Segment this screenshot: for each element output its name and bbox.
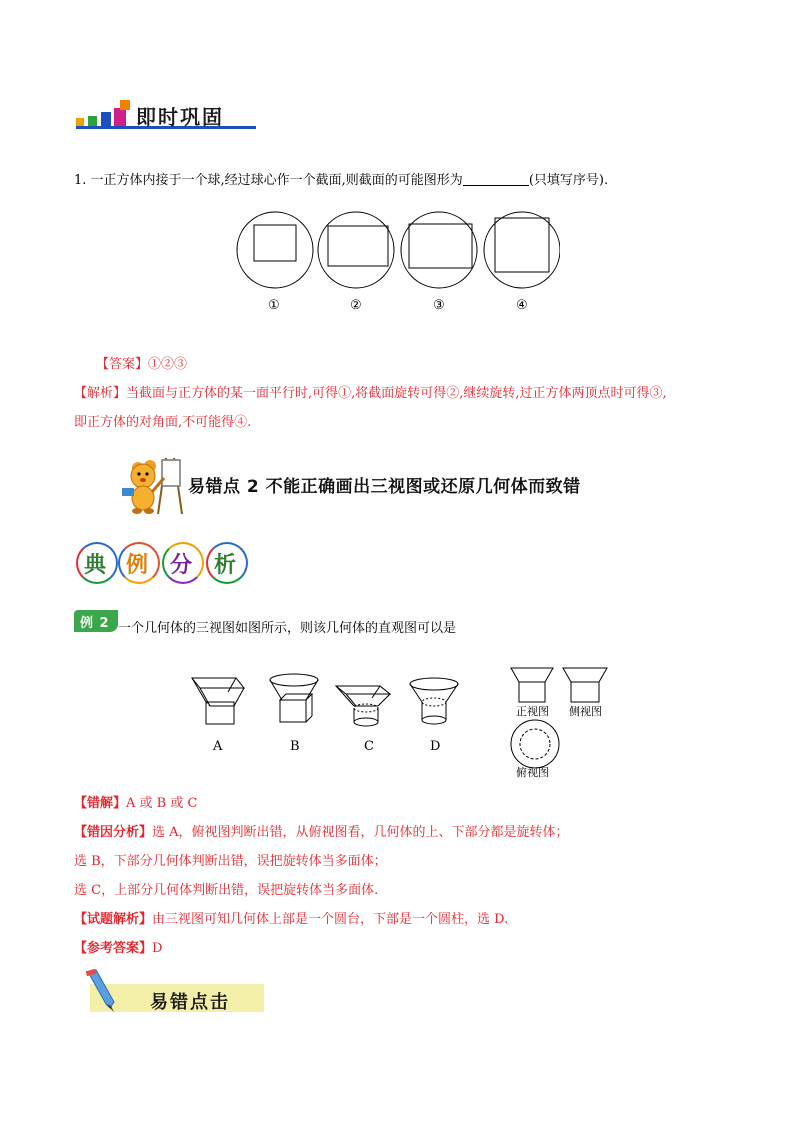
answer-value: ①②③ [148, 357, 188, 372]
solid-options-figure [186, 670, 476, 730]
wrong-label: 【错解】 [74, 796, 127, 811]
option-label-c: C [364, 739, 374, 754]
cause-line-3: 选 C，上部分几何体判断出错，误把旋转体当多面体. [74, 883, 379, 898]
example-badge [74, 610, 118, 632]
option-a-solid [192, 678, 244, 724]
q1-answer [96, 356, 187, 374]
top-view-label: 俯视图 [516, 766, 549, 779]
reference-answer [74, 940, 162, 958]
front-view [511, 668, 553, 702]
rect-3 [409, 224, 472, 268]
circle-2 [318, 212, 394, 288]
banner-example-analysis [74, 540, 249, 590]
banner-instant-review [72, 98, 257, 132]
cause-label: 【错因分析】 [74, 825, 153, 840]
analysis-value: 由三视图可知几何体上部是一个圆台，下部是一个圆柱，选 D. [152, 912, 509, 927]
option-d-solid [410, 678, 458, 724]
square-1 [254, 225, 296, 261]
question-text: 一正方体内接于一个球,经过球心作一个截面,则截面的可能图形为 [90, 173, 463, 188]
side-view-label: 侧视图 [569, 705, 602, 718]
figure-label-2: ② [350, 298, 362, 313]
bear-painter-icon [118, 448, 188, 518]
figure-label-1: ① [268, 298, 280, 313]
problem-analysis [74, 911, 508, 929]
ref-value: D [152, 941, 163, 956]
banner-3-title: 易错点击 [150, 992, 230, 1013]
q1-explanation-line-2: 即正方体的对角面,不可能得④. [74, 415, 252, 430]
top-view [511, 720, 559, 768]
question-text-tail: (只填写序号). [528, 173, 609, 188]
banner-title: 即时巩固 [136, 105, 224, 129]
cause-analysis [74, 824, 569, 842]
circle-1 [237, 212, 313, 288]
explain-label: 【解析】 [74, 386, 127, 401]
option-label-a: A [213, 739, 223, 754]
explain-line-1: 当截面与正方体的某一面平行时,可得①,将截面旋转可得②,继续旋转,过正方体两顶点时可得③, [126, 386, 667, 401]
option-b-solid [270, 674, 318, 722]
banner-error-points [80, 968, 264, 1014]
circle-3 [401, 212, 477, 288]
pencil-icon [80, 968, 122, 1014]
q1-explanation [74, 385, 667, 403]
side-view [563, 668, 607, 702]
figure-label-4: ④ [516, 298, 528, 313]
option-c-solid [336, 686, 390, 726]
banner-char-2: 例 [126, 553, 149, 578]
banner-char-3: 分 [170, 553, 193, 578]
answer-label: 【答案】 [96, 357, 149, 372]
analysis-label: 【试题解析】 [74, 912, 153, 927]
banner-char-4: 析 [214, 553, 237, 578]
wrong-answer [74, 795, 197, 813]
option-label-d: D [430, 739, 441, 754]
example-question: 一个几何体的三视图如图所示，则该几何体的直观图可以是 [118, 621, 457, 636]
section-2-title: 易错点 2 不能正确画出三视图或还原几何体而致错 [188, 477, 581, 497]
square-4 [495, 218, 549, 272]
rect-2 [328, 226, 388, 266]
cause-line-1: 选 A，俯视图判断出错，从俯视图看，几何体的上、下部分都是旋转体； [152, 825, 569, 840]
question-1 [74, 171, 608, 190]
example-badge-text: 例 2 [80, 616, 110, 631]
front-view-label: 正视图 [516, 705, 549, 718]
option-label-b: B [290, 739, 300, 754]
figure-label-3: ③ [433, 298, 445, 313]
banner-char-1: 典 [84, 553, 107, 578]
question-number: 1. [74, 173, 87, 188]
ref-label: 【参考答案】 [74, 941, 153, 956]
cause-line-2: 选 B，下部分几何体判断出错，误把旋转体当多面体； [74, 854, 387, 869]
answer-blank [463, 171, 529, 186]
wrong-value: A 或 B 或 C [126, 796, 198, 811]
